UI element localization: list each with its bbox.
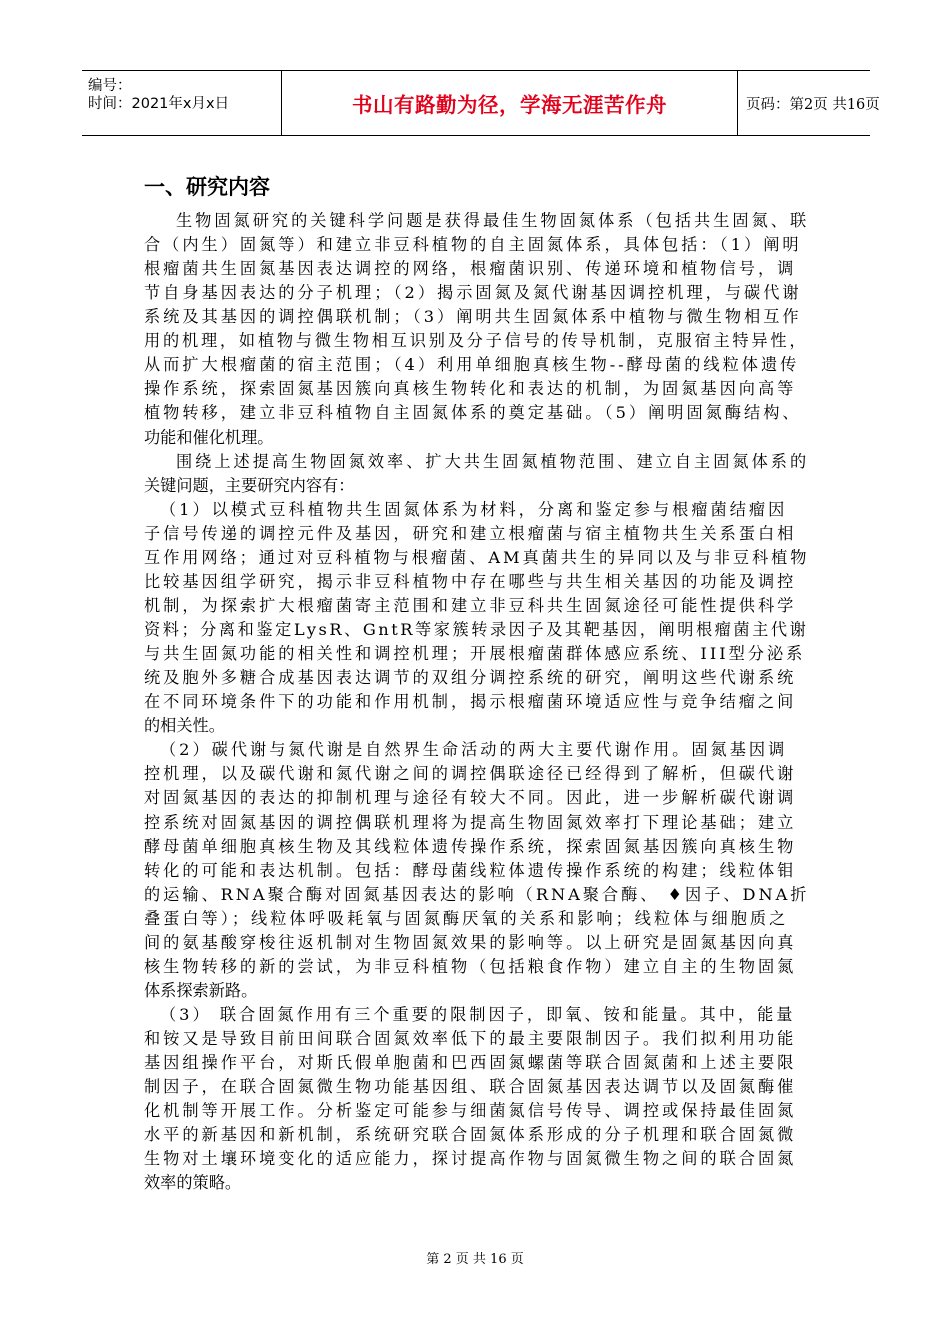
body-line: 酵母菌单细胞真核生物及其线粒体遗传操作系统，探索固氮基因簇向真核生物 xyxy=(144,836,797,856)
page-header xyxy=(82,70,880,136)
body-line: 控系统对固氮基因的调控偶联机理将为提高生物固氮效率打下理论基础；建立 xyxy=(144,812,797,832)
body-line: 资料；分离和鉴定LysR、GntR等家簇转录因子及其靶基因，阐明根瘤菌主代谢 xyxy=(144,620,809,640)
document-time-label: 时间：2021年x月x日 xyxy=(88,96,230,112)
document-number-label: 编号： xyxy=(88,78,132,94)
body-line: 的运输、RNA聚合酶对固氮基因表达的影响（RNA聚合酶、 ♦因子、DNA折 xyxy=(144,884,810,904)
body-line: 与共生固氮功能的相关性和调控机理；开展根瘤菌群体感应系统、III型分泌系 xyxy=(144,644,806,664)
header-meta xyxy=(82,71,282,135)
body-line: （1）以模式豆科植物共生固氮体系为材料，分离和鉴定参与根瘤菌结瘤因 xyxy=(160,499,788,519)
body-line: 水平的新基因和新机制，系统研究联合固氮体系形成的分子机理和联合固氮微 xyxy=(144,1125,797,1145)
body-line: 和铵又是导致目前田间联合固氮效率低下的最主要限制因子。我们拟利用功能 xyxy=(144,1029,797,1049)
body-line: 间的氨基酸穿梭往返机制对生物固氮效果的影响等。以上研究是固氮基因向真 xyxy=(144,932,797,952)
body-line: 核生物转移的新的尝试，为非豆科植物（包括粮食作物）建立自主的生物固氮 xyxy=(144,956,797,976)
body-line: 用的机理，如植物与微生物相互识别及分子信号的传导机制，克服宿主特异性， xyxy=(144,331,809,351)
body-line: 子信号传递的调控元件及基因，研究和建立根瘤菌与宿主植物共生关系蛋白相 xyxy=(144,523,797,543)
body-line: 叠蛋白等）；线粒体呼吸耗氧与固氮酶厌氧的关系和影响；线粒体与细胞质之 xyxy=(144,908,789,928)
body-line: 制因子，在联合固氮微生物功能基因组、联合固氮基因表达调节以及固氮酶催 xyxy=(144,1077,797,1097)
body-line: 控机理，以及碳代谢和氮代谢之间的调控偶联途径已经得到了解析，但碳代谢 xyxy=(144,764,797,784)
body-line: 从而扩大根瘤菌的宿主范围；（4）利用单细胞真核生物--酵母菌的线粒体遗传 xyxy=(144,355,800,375)
body-line: 化机制等开展工作。分析鉴定可能参与细菌氮信号传导、调控或保持最佳固氮 xyxy=(144,1101,797,1121)
body-line: 生物对土壤环境变化的适应能力，探讨提高作物与固氮微生物之间的联合固氮 xyxy=(144,1149,797,1169)
page-footer: 第 2 页 共 16 页 xyxy=(426,1252,524,1267)
body-line: 的相关性。 xyxy=(144,716,225,736)
header-page-number: 页码：第2页 共16页 xyxy=(746,96,880,113)
body-line: 互作用网络；通过对豆科植物与根瘤菌、AM真菌共生的异同以及与非豆科植物 xyxy=(144,547,810,567)
body-line: 生物固氮研究的关键科学问题是获得最佳生物固氮体系（包括共生固氮、联 xyxy=(176,211,810,230)
body-line: 效率的策略。 xyxy=(144,1173,242,1193)
body-line: 围绕上述提高生物固氮效率、扩大共生固氮植物范围、建立自主固氮体系的 xyxy=(176,451,810,471)
body-line: 统及胞外多糖合成基因表达调节的双组分调控系统的研究，阐明这些代谢系统 xyxy=(144,668,797,688)
body-line: 植物转移，建立非豆科植物自主固氮体系的奠定基础。（5）阐明固氮酶结构、 xyxy=(144,403,802,423)
body-line: 功能和催化机理。 xyxy=(144,427,274,447)
body-line: 转化的可能和表达机制。包括：酵母菌线粒体遗传操作系统的构建；线粒体钼 xyxy=(144,860,797,880)
body-line: （3） 联合固氮作用有三个重要的限制因子，即氧、铵和能量。其中，能量 xyxy=(160,1004,796,1024)
body-line: 关键问题，主要研究内容有： xyxy=(144,475,355,495)
body-line: 比较基因组学研究，揭示非豆科植物中存在哪些与共生相关基因的功能及调控 xyxy=(144,571,797,591)
body-line: 系统及其基因的调控偶联机制；（3）阐明共生固氮体系中植物与微生物相互作 xyxy=(144,307,802,327)
body-line: （2）碳代谢与氮代谢是自然界生命活动的两大主要代谢作用。固氮基因调 xyxy=(160,740,788,760)
body-line: 节自身基因表达的分子机理；（2）揭示固氮及氮代谢基因调控机理，与碳代谢 xyxy=(144,283,802,303)
body-line: 体系探索新路。 xyxy=(144,980,258,1000)
section-title: 一、研究内容 xyxy=(144,175,270,199)
header-motto: 书山有路勤为径，学海无涯苦作舟 xyxy=(282,71,738,135)
body-line: 在不同环境条件下的功能和作用机制，揭示根瘤菌环境适应性与竞争结瘤之间 xyxy=(144,692,797,712)
body-line: 合（内生）固氮等）和建立非豆科植物的自主固氮体系，具体包括：（1）阐明 xyxy=(144,235,802,255)
body-line: 操作系统，探索固氮基因簇向真核生物转化和表达的机制，为固氮基因向高等 xyxy=(144,379,797,399)
body-line: 根瘤菌共生固氮基因表达调控的网络，根瘤菌识别、传递环境和植物信号，调 xyxy=(144,259,797,279)
body-line: 机制，为探索扩大根瘤菌寄主范围和建立非豆科共生固氮途径可能性提供科学 xyxy=(144,595,797,615)
body-line: 基因组操作平台，对斯氏假单胞菌和巴西固氮螺菌等联合固氮菌和上述主要限 xyxy=(144,1053,797,1073)
body-line: 对固氮基因的表达的抑制机理与途径有较大不同。因此，进一步解析碳代谢调 xyxy=(144,788,797,808)
